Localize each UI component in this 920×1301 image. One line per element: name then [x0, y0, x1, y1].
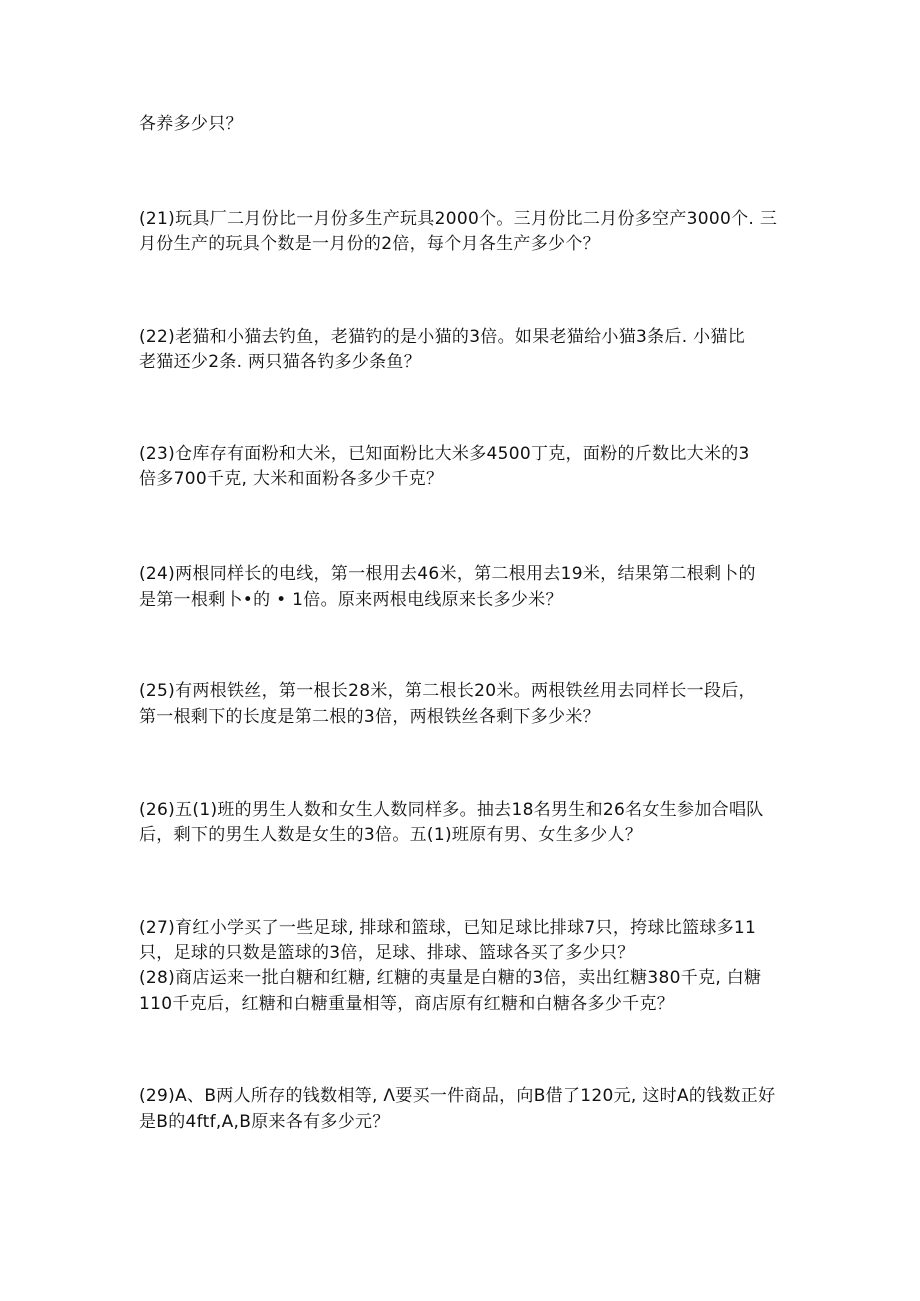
question-25-line-1: (25)有两根铁丝，第一根长28米，第二根长20米。两根铁丝用去同样长一段后，: [139, 681, 756, 701]
question-29-line-1: (29)A、B两人所存的钱数相等, Λ要买一件商品，向B借了120元, 这时A的钱数正好: [139, 1086, 776, 1106]
question-28-line-2: 110千克后，红糖和白糖重量相等，商店原有红糖和白糖各多少千克？: [139, 994, 675, 1014]
question-28-line-1: (28)商店运来一批白糖和红糖, 红糖的夷量是白糖的3倍，卖出红糖380千克, 白糖: [139, 968, 762, 988]
question-20-line-2: 各养多少只？: [139, 114, 243, 134]
question-22-line-1: (22)老猫和小猫去钓鱼，老猫钓的是小猫的3倍。如果老猫给小猫3条后. 小猫比: [139, 327, 746, 347]
question-21-line-1: (21)玩具厂二月份比一月份多生产玩具2000个。三月份比二月份多空产3000个. 三: [139, 209, 778, 229]
question-23-line-2: 倍多700千克, 大米和面粉各多少千克？: [139, 469, 444, 489]
question-27-line-2: 只，足球的只数是篮球的3倍，足球、排球、篮球各买了多少只？: [139, 943, 635, 963]
question-29-line-2: 是B的4ftf,A,B原来各有多少元？: [139, 1112, 390, 1132]
question-22-line-2: 老猫还少2条. 两只猫各钓多少条鱼？: [139, 352, 422, 372]
question-25-line-2: 第一根剩下的长度是第二根的3倍，两根铁丝各剩下多少米？: [139, 707, 600, 727]
question-26-line-2: 后，剩下的男生人数是女生的3倍。五(1)班原有男、女生多少人？: [139, 825, 643, 845]
question-24-line-2: 是第一根剩卜•的 • 1倍。原来两根电线原来长多少米？: [139, 590, 563, 610]
question-23-line-1: (23)仓库存有面粉和大米，已知面粉比大米多4500丁克，面粉的斤数比大米的3: [139, 444, 750, 464]
question-27-line-1: (27)育红小学买了一些足球, 排球和篮球，已知足球比排球7只，挎球比篮球多11: [139, 918, 757, 938]
question-21-line-2: 月份生产的玩具个数是一月份的2倍，每个月各生产多少个？: [139, 234, 600, 254]
question-26-line-1: (26)五(1)班的男生人数和女生人数同样多。抽去18名男生和26名女生参加合唱队: [139, 800, 764, 820]
question-24-line-1: (24)两根同样长的电线，第一根用去46米，第二根用去19米，结果第二根剩卜的: [139, 564, 756, 584]
